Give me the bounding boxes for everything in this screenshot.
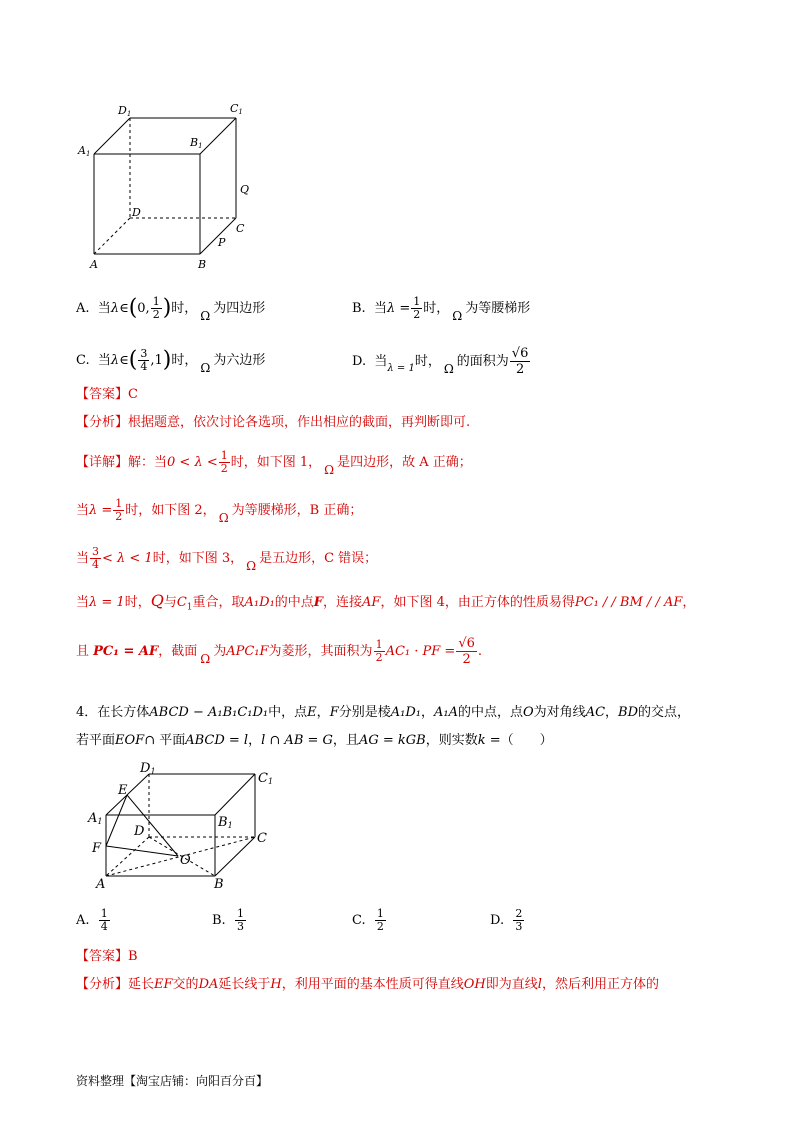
label-b1: B1 bbox=[218, 815, 233, 830]
label-d: D bbox=[132, 206, 141, 219]
analysis-3: 【分析】根据题意，依次讨论各选项，作出相应的截面，再判断即可. bbox=[76, 415, 471, 430]
option-3a: A. 当λ∈(0, $\frac{1}{2}$ )时， Ω 为四边形 bbox=[76, 295, 266, 323]
detail-3-line1: 【详解】解：当0 < λ < $\frac{1}{2}$ 时，如下图 1， Ω 是四边形，故 A 正确； bbox=[76, 449, 472, 477]
edge-c1b1 bbox=[215, 774, 255, 815]
edge-a1d1 bbox=[106, 774, 149, 815]
label-b1: B1 bbox=[190, 136, 203, 150]
answer-4: 【答案】B bbox=[76, 949, 138, 964]
label-e: E bbox=[118, 783, 128, 798]
label-a: A bbox=[96, 877, 106, 892]
cube-figure-1 bbox=[70, 98, 260, 273]
segment-ef bbox=[106, 795, 127, 846]
edge-da-hidden bbox=[94, 218, 130, 254]
label-c1: C1 bbox=[258, 771, 274, 786]
option-3c: C. 当λ∈( $\frac{3}{4}$ ,1)时， Ω 为六边形 bbox=[76, 347, 266, 375]
label-c1: C1 bbox=[230, 102, 243, 116]
label-o: O bbox=[180, 853, 191, 868]
question-4-line2: 若平面EOF∩ 平面ABCD = l，l ∩ AB = G，且AG = kGB，则实数k =（ ） bbox=[76, 733, 553, 748]
option-3d: D. 当$_{\lambda = 1}$时， Ω 的面积为 $\frac{√6}{2}$ bbox=[352, 346, 529, 377]
label-p: P bbox=[218, 236, 226, 249]
answer-3: 【答案】C bbox=[76, 387, 138, 402]
label-d1: D1 bbox=[140, 761, 156, 776]
label-f: F bbox=[92, 841, 102, 856]
edge-da-hidden bbox=[106, 837, 149, 876]
label-a1: A1 bbox=[78, 144, 91, 158]
analysis-4: 【分析】延长EF交的DA延长线于H，利用平面的基本性质可得直线OH即为直线l，然后利用正方体的 bbox=[76, 977, 659, 992]
label-a: A bbox=[90, 258, 98, 271]
segment-fo bbox=[106, 846, 178, 856]
question-4-line1: 4．在长方体ABCD − A₁B₁C₁D₁中，点E，F分别是棱A₁D₁，A₁A的中点，点O为对角线AC，BD的交点， bbox=[76, 705, 691, 720]
detail-3-line4: 当λ = 1时，Q与$C_1$重合，取A₁D₁的中点F，连接AF，如下图 4，由正方体的性质易得PC₁ / / BM / / AF， bbox=[76, 591, 696, 613]
label-b: B bbox=[214, 877, 224, 892]
label-d1: D1 bbox=[118, 104, 132, 118]
label-c: C bbox=[236, 222, 245, 235]
edge-a1d1 bbox=[94, 118, 130, 154]
option-4c: C. $\frac{1}{2}$ bbox=[352, 907, 384, 933]
label-c: C bbox=[257, 831, 267, 846]
detail-3-line2: 当λ = $\frac{1}{2}$ 时，如下图 2， Ω 为等腰梯形，B 正确； bbox=[76, 497, 363, 525]
option-3b: B. 当λ = $\frac{1}{2}$ 时， Ω 为等腰梯形 bbox=[352, 295, 531, 323]
option-4d: D. $\frac{2}{3}$ bbox=[490, 907, 523, 933]
option-4a: A. $\frac{1}{4}$ bbox=[76, 907, 108, 933]
box-figure-2 bbox=[82, 760, 282, 894]
footer-source: 资料整理【淘宝店铺：向阳百分百】 bbox=[76, 1074, 269, 1088]
option-4b: B. $\frac{1}{3}$ bbox=[212, 907, 244, 933]
edge-c1b1 bbox=[200, 118, 236, 154]
label-q: Q bbox=[240, 183, 250, 196]
label-a1: A1 bbox=[88, 811, 103, 826]
detail-3-line3: 当 $\frac{3}{4}$ < λ < 1时，如下图 3， Ω 是五边形，C 错误； bbox=[76, 545, 378, 573]
edge-cb bbox=[215, 837, 255, 876]
label-b: B bbox=[198, 258, 207, 271]
label-d: D bbox=[134, 824, 145, 839]
detail-3-line5: 且 PC₁ = AF，截面 Ω 为APC₁F为菱形，其面积为 $\frac{1}{2}$ AC₁ · PF = $\frac{√6}{2}$ . bbox=[76, 636, 483, 667]
